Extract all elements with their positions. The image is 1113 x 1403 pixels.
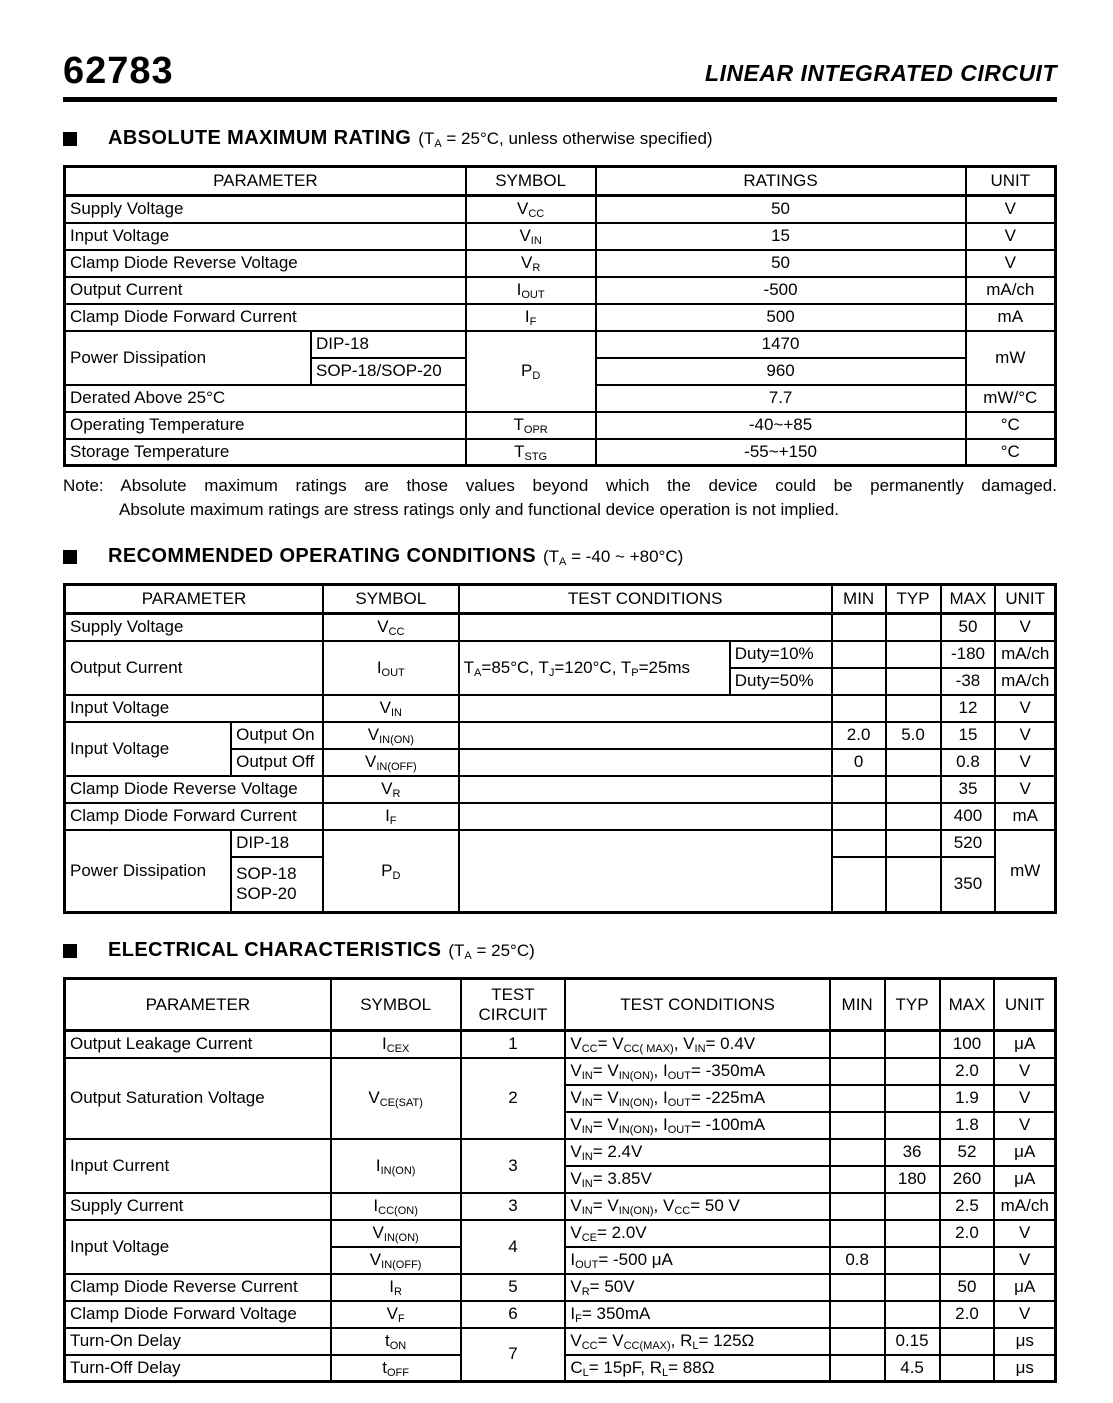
test-conditions-cell: $V_{CC}= V_{CC( MAX)}$, $V_{IN}= 0.4V$ bbox=[565, 1031, 829, 1058]
test-circuit-cell: 7 bbox=[461, 1328, 566, 1382]
unit-cell: mA/ch bbox=[994, 1193, 1055, 1220]
test-circuit-cell: 6 bbox=[461, 1301, 566, 1328]
column-header-conditions: TEST CONDITIONS bbox=[565, 979, 829, 1031]
min-cell bbox=[830, 1139, 885, 1166]
test-conditions-cell: $C_L= 15pF$, $R_L= 88\Omega$ bbox=[565, 1355, 829, 1382]
symbol-cell: $P_D$ bbox=[466, 331, 596, 412]
table-row bbox=[65, 614, 1056, 641]
parameter-cell: Operating Temperature bbox=[65, 412, 466, 439]
max-cell: 50 bbox=[941, 614, 996, 641]
min-cell bbox=[830, 1355, 885, 1382]
max-cell: 2.0 bbox=[940, 1301, 995, 1328]
package-cell: SOP-18/SOP-20 bbox=[311, 358, 466, 385]
unit-cell: μs bbox=[994, 1355, 1055, 1382]
unit-cell: mA bbox=[966, 304, 1056, 331]
symbol-cell: $I_F$ bbox=[466, 304, 596, 331]
parameter-cell: Supply Voltage bbox=[65, 196, 466, 223]
note-line: Note: Absolute maximum ratings are those values beyond which the device could be permanently damaged. bbox=[63, 476, 1057, 495]
max-cell: 15 bbox=[941, 722, 996, 749]
column-header-parameter: PARAMETER bbox=[65, 585, 323, 614]
table-row bbox=[65, 331, 1056, 358]
max-cell: 0.8 bbox=[941, 749, 996, 776]
unit-cell: μA bbox=[994, 1139, 1055, 1166]
max-cell bbox=[940, 1328, 995, 1355]
min-cell bbox=[830, 1031, 885, 1058]
column-header-typ: TYP bbox=[885, 979, 940, 1031]
symbol-cell: $V_F$ bbox=[331, 1301, 461, 1328]
min-cell: 2.0 bbox=[832, 722, 886, 749]
parameter-cell: Output Leakage Current bbox=[65, 1031, 331, 1058]
max-cell: 350 bbox=[941, 857, 996, 913]
table-header-row bbox=[65, 585, 1056, 614]
symbol-cell: $V_{CE(SAT)}$ bbox=[331, 1058, 461, 1139]
parameter-cell: Clamp Diode Reverse Voltage bbox=[65, 250, 466, 277]
column-header-unit: UNIT bbox=[966, 167, 1056, 196]
parameter-cell: Output Current bbox=[65, 277, 466, 304]
unit-cell: mA/ch bbox=[966, 277, 1056, 304]
parameter-cell: Clamp Diode Reverse Voltage bbox=[65, 776, 323, 803]
unit-cell: μA bbox=[994, 1166, 1055, 1193]
max-cell: -180 bbox=[941, 641, 996, 668]
symbol-cell: $I_{CC(ON)}$ bbox=[331, 1193, 461, 1220]
note-paragraph bbox=[63, 476, 1057, 520]
ratings-cell: 15 bbox=[596, 223, 966, 250]
page-header bbox=[63, 52, 1057, 102]
max-cell bbox=[940, 1247, 995, 1274]
table-row bbox=[65, 1274, 1056, 1301]
test-conditions-cell bbox=[459, 803, 832, 830]
unit-cell: V bbox=[966, 250, 1056, 277]
column-header-test-circuit: TEST CIRCUIT bbox=[461, 979, 566, 1031]
symbol-cell: $T_{STG}$ bbox=[466, 439, 596, 466]
symbol-cell: $I_{CEX}$ bbox=[331, 1031, 461, 1058]
typ-cell bbox=[885, 1220, 940, 1247]
ratings-cell: 500 bbox=[596, 304, 966, 331]
min-cell bbox=[832, 695, 886, 722]
package-cell: DIP-18 bbox=[311, 331, 466, 358]
table-row bbox=[65, 1328, 1056, 1355]
table-row bbox=[65, 250, 1056, 277]
table-row bbox=[65, 439, 1056, 466]
unit-cell: mA bbox=[995, 803, 1055, 830]
ratings-cell: 1470 bbox=[596, 331, 966, 358]
column-header-unit: UNIT bbox=[994, 979, 1055, 1031]
symbol-cell: $V_{IN(OFF)}$ bbox=[323, 749, 459, 776]
symbol-cell: $V_{IN(ON)}$ bbox=[331, 1220, 461, 1247]
column-header-ratings: RATINGS bbox=[596, 167, 966, 196]
parameter-cell: Clamp Diode Forward Current bbox=[65, 803, 323, 830]
unit-cell: V bbox=[994, 1058, 1055, 1085]
section-recommended-operating-conditions bbox=[63, 545, 1057, 914]
test-conditions-cell: $V_{CE}= 2.0V$ bbox=[565, 1220, 829, 1247]
typ-cell bbox=[885, 1247, 940, 1274]
column-header-conditions: TEST CONDITIONS bbox=[459, 585, 832, 614]
test-conditions-cell: $V_{IN}= V_{IN(ON)}$, $I_{OUT}= -350mA$ bbox=[565, 1058, 829, 1085]
unit-cell: V bbox=[995, 749, 1055, 776]
max-cell: 260 bbox=[940, 1166, 995, 1193]
symbol-cell: $V_R$ bbox=[466, 250, 596, 277]
column-header-max: MAX bbox=[940, 979, 995, 1031]
min-cell bbox=[832, 668, 886, 695]
min-cell bbox=[832, 803, 886, 830]
typ-cell bbox=[886, 776, 941, 803]
unit-cell: V bbox=[994, 1112, 1055, 1139]
ratings-cell: -40~+85 bbox=[596, 412, 966, 439]
column-header-min: MIN bbox=[830, 979, 885, 1031]
typ-cell bbox=[886, 830, 941, 857]
max-cell: 100 bbox=[940, 1031, 995, 1058]
table-row bbox=[65, 830, 1056, 857]
parameter-cell: Derated Above 25°C bbox=[65, 385, 466, 412]
package-cell: DIP-18 bbox=[231, 830, 323, 857]
ratings-cell: -55~+150 bbox=[596, 439, 966, 466]
symbol-cell: $I_{OUT}$ bbox=[466, 277, 596, 304]
min-cell: 0.8 bbox=[830, 1247, 885, 1274]
test-conditions-cell: $I_F= 350mA$ bbox=[565, 1301, 829, 1328]
unit-cell: mW bbox=[995, 830, 1055, 913]
doc-title: LINEAR INTEGRATED CIRCUIT bbox=[705, 60, 1057, 86]
min-cell bbox=[830, 1058, 885, 1085]
symbol-cell: $T_{OPR}$ bbox=[466, 412, 596, 439]
recommended-operating-conditions-table bbox=[63, 583, 1057, 914]
max-cell: 400 bbox=[941, 803, 996, 830]
table-row bbox=[65, 1193, 1056, 1220]
min-cell bbox=[832, 641, 886, 668]
parameter-cell: Turn-On Delay bbox=[65, 1328, 331, 1355]
section-subtitle: ($T_A = 25^\circ C$, unless otherwise specified) bbox=[418, 129, 713, 150]
test-conditions-cell bbox=[459, 695, 832, 722]
section-absolute-maximum-rating bbox=[63, 127, 1057, 520]
typ-cell bbox=[886, 857, 941, 913]
electrical-characteristics-table bbox=[63, 977, 1057, 1383]
max-cell: 2.0 bbox=[940, 1058, 995, 1085]
parameter-cell: Power Dissipation bbox=[65, 830, 232, 913]
parameter-cell: Supply Voltage bbox=[65, 614, 323, 641]
min-cell bbox=[832, 857, 886, 913]
typ-cell bbox=[886, 641, 941, 668]
typ-cell: 0.15 bbox=[885, 1328, 940, 1355]
table-row bbox=[65, 412, 1056, 439]
column-header-parameter: PARAMETER bbox=[65, 979, 331, 1031]
unit-cell: V bbox=[994, 1220, 1055, 1247]
unit-cell: V bbox=[995, 695, 1055, 722]
typ-cell bbox=[886, 614, 941, 641]
unit-cell: °C bbox=[966, 412, 1056, 439]
min-cell bbox=[832, 830, 886, 857]
max-cell: 50 bbox=[940, 1274, 995, 1301]
column-header-typ: TYP bbox=[886, 585, 941, 614]
test-conditions-cell: $T_A=85^\circ C$, $T_J=120^\circ C$, $T_P=25ms$ bbox=[459, 641, 730, 695]
table-row bbox=[65, 776, 1056, 803]
column-header-symbol: SYMBOL bbox=[331, 979, 461, 1031]
duty-cell: Duty=50% bbox=[730, 668, 832, 695]
typ-cell: 36 bbox=[885, 1139, 940, 1166]
symbol-cell: $I_{OUT}$ bbox=[323, 641, 459, 695]
section-title: RECOMMENDED OPERATING CONDITIONS bbox=[108, 545, 536, 567]
min-cell bbox=[830, 1193, 885, 1220]
min-cell bbox=[830, 1220, 885, 1247]
column-header-symbol: SYMBOL bbox=[466, 167, 596, 196]
table-row bbox=[65, 641, 1056, 668]
column-header-min: MIN bbox=[832, 585, 886, 614]
min-cell bbox=[830, 1112, 885, 1139]
unit-cell: mA/ch bbox=[995, 641, 1055, 668]
typ-cell bbox=[885, 1112, 940, 1139]
max-cell: 12 bbox=[941, 695, 996, 722]
symbol-cell: $I_F$ bbox=[323, 803, 459, 830]
output-state-cell: Output Off bbox=[231, 749, 323, 776]
typ-cell: 4.5 bbox=[885, 1355, 940, 1382]
parameter-cell: Turn-Off Delay bbox=[65, 1355, 331, 1382]
table-row bbox=[65, 196, 1056, 223]
test-conditions-cell: $V_{IN}= V_{IN(ON)}$, $I_{OUT}= -225mA$ bbox=[565, 1085, 829, 1112]
min-cell bbox=[830, 1085, 885, 1112]
typ-cell bbox=[886, 695, 941, 722]
min-cell: 0 bbox=[832, 749, 886, 776]
table-row bbox=[65, 1301, 1056, 1328]
min-cell bbox=[832, 614, 886, 641]
max-cell: 2.0 bbox=[940, 1220, 995, 1247]
parameter-cell: Input Voltage bbox=[65, 223, 466, 250]
max-cell: 1.9 bbox=[940, 1085, 995, 1112]
parameter-cell: Supply Current bbox=[65, 1193, 331, 1220]
unit-cell: °C bbox=[966, 439, 1056, 466]
parameter-cell: Output Current bbox=[65, 641, 323, 695]
min-cell bbox=[830, 1274, 885, 1301]
test-circuit-cell: 4 bbox=[461, 1220, 566, 1274]
test-circuit-cell: 3 bbox=[461, 1139, 566, 1193]
min-cell bbox=[830, 1328, 885, 1355]
section-heading bbox=[63, 545, 1057, 568]
test-circuit-cell: 2 bbox=[461, 1058, 566, 1139]
typ-cell bbox=[886, 668, 941, 695]
duty-cell: Duty=10% bbox=[730, 641, 832, 668]
parameter-cell: Clamp Diode Forward Voltage bbox=[65, 1301, 331, 1328]
ratings-cell: 50 bbox=[596, 250, 966, 277]
table-row bbox=[65, 1031, 1056, 1058]
package-cell bbox=[231, 857, 323, 913]
symbol-cell: $V_R$ bbox=[323, 776, 459, 803]
parameter-cell: Power Dissipation bbox=[65, 331, 311, 385]
parameter-cell: Clamp Diode Forward Current bbox=[65, 304, 466, 331]
ratings-cell: -500 bbox=[596, 277, 966, 304]
ratings-cell: 50 bbox=[596, 196, 966, 223]
symbol-cell: $I_{IN(ON)}$ bbox=[331, 1139, 461, 1193]
test-conditions-cell bbox=[459, 830, 832, 913]
typ-cell: 180 bbox=[885, 1166, 940, 1193]
test-conditions-cell: $V_{IN}= 2.4V$ bbox=[565, 1139, 829, 1166]
absolute-maximum-rating-table bbox=[63, 165, 1057, 467]
max-cell: 52 bbox=[940, 1139, 995, 1166]
test-conditions-cell: $V_{IN}= V_{IN(ON)}$, $I_{OUT}= -100mA$ bbox=[565, 1112, 829, 1139]
unit-cell: mW bbox=[966, 331, 1056, 385]
symbol-cell: $V_{IN(OFF)}$ bbox=[331, 1247, 461, 1274]
test-conditions-cell: $V_{IN}= 3.85V$ bbox=[565, 1166, 829, 1193]
symbol-cell: $t_{OFF}$ bbox=[331, 1355, 461, 1382]
section-bullet-icon bbox=[63, 550, 77, 564]
unit-cell: mW/°C bbox=[966, 385, 1056, 412]
unit-cell: V bbox=[994, 1247, 1055, 1274]
test-conditions-cell: $I_{OUT}= -500$ μA bbox=[565, 1247, 829, 1274]
typ-cell bbox=[885, 1301, 940, 1328]
max-cell: 520 bbox=[941, 830, 996, 857]
test-conditions-cell bbox=[459, 749, 832, 776]
section-subtitle: ($T_A = -40$ ~ +80°C) bbox=[543, 547, 684, 568]
section-heading bbox=[63, 127, 1057, 150]
min-cell bbox=[832, 776, 886, 803]
table-header-row bbox=[65, 167, 1056, 196]
parameter-cell: Input Voltage bbox=[65, 722, 232, 776]
typ-cell bbox=[886, 803, 941, 830]
column-header-symbol: SYMBOL bbox=[323, 585, 459, 614]
ratings-cell: 7.7 bbox=[596, 385, 966, 412]
max-cell: 1.8 bbox=[940, 1112, 995, 1139]
unit-cell: μA bbox=[994, 1031, 1055, 1058]
test-conditions-cell bbox=[459, 776, 832, 803]
parameter-cell: Input Voltage bbox=[65, 1220, 331, 1274]
parameter-cell: Clamp Diode Reverse Current bbox=[65, 1274, 331, 1301]
section-title: ABSOLUTE MAXIMUM RATING bbox=[108, 127, 412, 149]
unit-cell: V bbox=[995, 776, 1055, 803]
table-row bbox=[65, 1139, 1056, 1166]
doc-number: 62783 bbox=[63, 50, 174, 92]
column-header-max: MAX bbox=[941, 585, 996, 614]
output-state-cell: Output On bbox=[231, 722, 323, 749]
unit-cell: μs bbox=[994, 1328, 1055, 1355]
typ-cell bbox=[885, 1193, 940, 1220]
test-conditions-cell: $V_{CC}= V_{CC(MAX)}$, $R_L= 125\Omega$ bbox=[565, 1328, 829, 1355]
package-line: SOP-18 bbox=[236, 864, 297, 884]
table-row bbox=[65, 223, 1056, 250]
symbol-cell: $V_{IN}$ bbox=[323, 695, 459, 722]
section-subtitle: $(T_A = 25^\circ C)$ bbox=[448, 941, 535, 962]
column-header-parameter: PARAMETER bbox=[65, 167, 466, 196]
unit-cell: mA/ch bbox=[995, 668, 1055, 695]
symbol-cell: $I_R$ bbox=[331, 1274, 461, 1301]
table-row bbox=[65, 695, 1056, 722]
section-bullet-icon bbox=[63, 132, 77, 146]
typ-cell bbox=[885, 1058, 940, 1085]
table-row bbox=[65, 277, 1056, 304]
table-row bbox=[65, 304, 1056, 331]
section-electrical-characteristics bbox=[63, 939, 1057, 1383]
section-title: ELECTRICAL CHARACTERISTICS bbox=[108, 939, 442, 961]
section-bullet-icon bbox=[63, 944, 77, 958]
parameter-cell: Output Saturation Voltage bbox=[65, 1058, 331, 1139]
symbol-cell: $V_{IN}$ bbox=[466, 223, 596, 250]
unit-cell: V bbox=[994, 1301, 1055, 1328]
column-header-unit: UNIT bbox=[995, 585, 1055, 614]
min-cell bbox=[830, 1301, 885, 1328]
symbol-cell: $t_{ON}$ bbox=[331, 1328, 461, 1355]
table-row bbox=[65, 1220, 1056, 1247]
table-row bbox=[65, 1058, 1056, 1085]
table-row bbox=[65, 722, 1056, 749]
symbol-cell: $V_{CC}$ bbox=[323, 614, 459, 641]
ratings-cell: 960 bbox=[596, 358, 966, 385]
symbol-cell: $V_{IN(ON)}$ bbox=[323, 722, 459, 749]
parameter-cell: Input Current bbox=[65, 1139, 331, 1193]
table-header-row bbox=[65, 979, 1056, 1031]
unit-cell: μA bbox=[994, 1274, 1055, 1301]
max-cell: 2.5 bbox=[940, 1193, 995, 1220]
typ-cell bbox=[885, 1085, 940, 1112]
typ-cell bbox=[886, 749, 941, 776]
unit-cell: V bbox=[994, 1085, 1055, 1112]
parameter-cell: Storage Temperature bbox=[65, 439, 466, 466]
unit-cell: V bbox=[995, 614, 1055, 641]
typ-cell bbox=[885, 1274, 940, 1301]
test-circuit-cell: 1 bbox=[461, 1031, 566, 1058]
table-row bbox=[65, 803, 1056, 830]
unit-cell: V bbox=[966, 223, 1056, 250]
package-line: SOP-20 bbox=[236, 884, 297, 904]
test-conditions-cell: $V_R= 50V$ bbox=[565, 1274, 829, 1301]
unit-cell: V bbox=[966, 196, 1056, 223]
test-circuit-cell: 3 bbox=[461, 1193, 566, 1220]
parameter-cell: Input Voltage bbox=[65, 695, 323, 722]
section-heading bbox=[63, 939, 1057, 962]
max-cell: 35 bbox=[941, 776, 996, 803]
test-conditions-cell bbox=[459, 722, 832, 749]
symbol-cell: $V_{CC}$ bbox=[466, 196, 596, 223]
note-line: Absolute maximum ratings are stress ratings only and functional device operation is not implied. bbox=[119, 500, 840, 519]
unit-cell: V bbox=[995, 722, 1055, 749]
test-conditions-cell bbox=[459, 614, 832, 641]
test-conditions-cell: $V_{IN}= V_{IN(ON)}$, $V_{CC}= 50$ V bbox=[565, 1193, 829, 1220]
max-cell bbox=[940, 1355, 995, 1382]
symbol-cell: $P_D$ bbox=[323, 830, 459, 913]
typ-cell: 5.0 bbox=[886, 722, 941, 749]
test-circuit-cell: 5 bbox=[461, 1274, 566, 1301]
typ-cell bbox=[885, 1031, 940, 1058]
min-cell bbox=[830, 1166, 885, 1193]
max-cell: -38 bbox=[941, 668, 996, 695]
